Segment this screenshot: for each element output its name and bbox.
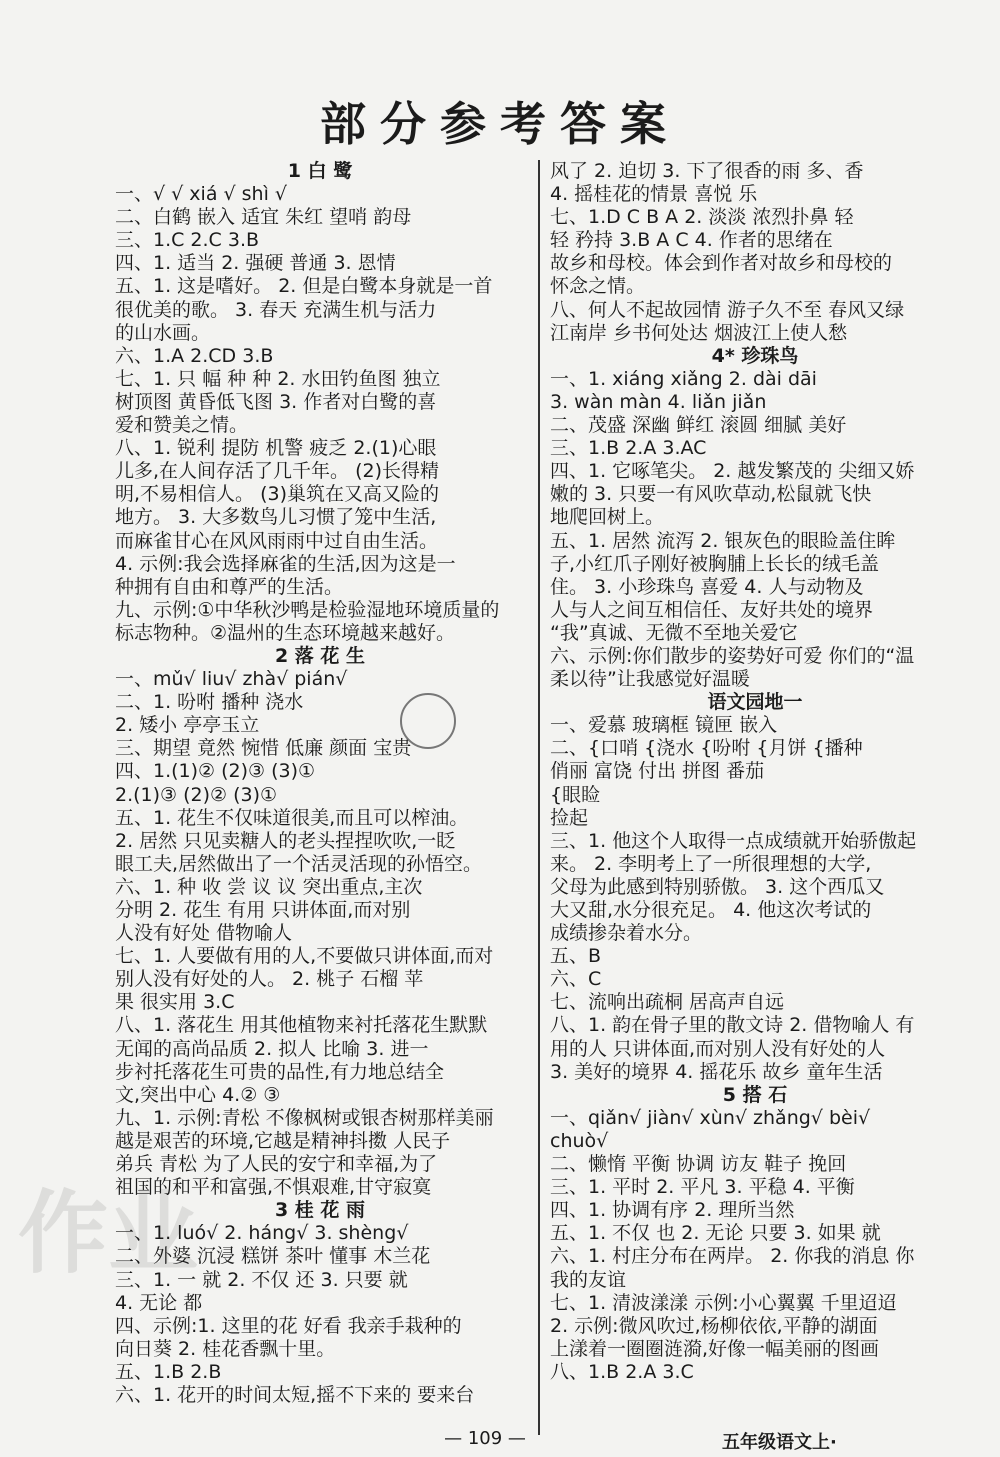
answer-line: 来。 2. 李明考上了一所很理想的大学, [550, 852, 872, 875]
answer-line: 二、懒惰 平衡 协调 访友 鞋子 挽回 [550, 1153, 847, 1176]
answer-line: 4. 无论 都 [115, 1291, 203, 1314]
answer-line: 一、1. xiáng xiǎng 2. dài dāi [550, 367, 817, 390]
answer-line: 的山水画。 [115, 321, 211, 344]
answer-line: 一、爱慕 玻璃框 镜匣 嵌入 [550, 714, 778, 737]
answer-line: 2. 矮小 亭亭玉立 [115, 714, 260, 737]
page-number: — 109 — [444, 1428, 526, 1449]
answer-line: 一、√ √ xiá √ shì √ [115, 183, 288, 206]
answer-line: 五、1. 这是嗜好。 2. 但是白鹭本身就是一首 [115, 275, 493, 298]
answer-line: 大又甜,水分很充足。 4. 他这次考试的 [550, 899, 872, 921]
answer-line: 七、1.D C B A 2. 淡淡 浓烈扑鼻 轻 [550, 206, 854, 229]
watermark-text: 业 [108, 1181, 198, 1286]
answer-line: 我的友谊 [550, 1268, 627, 1291]
answer-line: 八、1. 锐利 提防 机警 疲乏 2.(1)心眼 [115, 437, 437, 460]
answer-line: 四、1. 它啄笔尖。 2. 越发繁茂的 尖细又娇 [550, 460, 915, 483]
answer-line: 儿多,在人间存活了几千年。 (2)长得精 [115, 460, 439, 483]
answer-line: 二、{口哨 {浇水 {吩咐 {月饼 {播种 [550, 737, 863, 760]
answer-line: 五、B [550, 945, 602, 968]
answer-line: 果 很实用 3.C [115, 991, 235, 1014]
answer-line: 种拥有自由和尊严的生活。 [115, 575, 344, 598]
answer-line: 2. 居然 只见卖糖人的老头捏捏吹吹,一眨 [115, 829, 456, 852]
answer-line: 越是艰苦的环境,它越是精神抖擞 人民子 [115, 1129, 451, 1152]
answer-line: 4. 示例:我会选择麻雀的生活,因为这是一 [115, 552, 456, 575]
answer-line: 地方。 3. 大多数鸟儿习惯了笼中生活, [115, 506, 437, 529]
answer-line: 五、1. 不仅 也 2. 无论 只要 3. 如果 就 [550, 1222, 881, 1245]
answer-line: 轻 矜持 3.B A C 4. 作者的思绪在 [550, 229, 833, 252]
answer-line: 四、1.(1)② (2)③ (3)① [115, 760, 316, 783]
answer-line: 七、1. 清波漾漾 示例:小心翼翼 千里迢迢 [550, 1291, 897, 1314]
answer-line: 七、1. 只 幅 种 种 2. 水田钓鱼图 独立 [115, 367, 441, 390]
answer-line: 二、1. 吩咐 播种 浇水 [115, 691, 304, 714]
answer-line: 子,小红爪子刚好被胸脯上长长的绒毛盖 [550, 552, 880, 575]
answer-line: 住。 3. 小珍珠鸟 喜爱 4. 人与动物及 [550, 575, 864, 598]
answer-line: 弟兵 青松 为了人民的安宁和幸福,为了 [115, 1153, 438, 1176]
answer-line: 捡起 [550, 806, 589, 829]
section-heading: 1 白 鹭 [287, 160, 353, 182]
section-heading: 语文园地一 [707, 691, 803, 714]
answer-line: 用的人 只讲体面,而对别人没有好处的人 [550, 1037, 886, 1060]
answer-line: 一、mǔ√ liu√ zhà√ pián√ [115, 668, 348, 691]
answer-line: 四、示例:1. 这里的花 好看 我亲手栽种的 [115, 1314, 462, 1337]
answer-line: 二、白鹤 嵌入 适宜 朱红 望哨 韵母 [115, 206, 412, 229]
answer-line: 人没有好处 借物喻人 [115, 922, 293, 945]
answer-line: 六、1. 种 收 尝 议 议 突出重点,主次 [115, 875, 423, 898]
answer-line: 三、1. 平时 2. 平凡 3. 平稳 4. 平衡 [550, 1176, 855, 1199]
answer-line: 别人没有好处的人。 2. 桃子 石榴 苹 [115, 968, 424, 991]
answer-line: 九、1. 示例:青松 不像枫树或银杏树那样美丽 [115, 1106, 494, 1129]
answer-line: 文,突出中心 4.② ③ [115, 1083, 281, 1106]
answer-line: 六、1.A 2.CD 3.B [115, 344, 274, 367]
answer-line: 祖国的和平和富强,不惧艰难,甘守寂寞 [115, 1176, 432, 1199]
answer-line: 爱和赞美之情。 [115, 414, 249, 437]
answer-line: 标志物种。②温州的生态环境越来越好。 [115, 621, 456, 644]
answer-line: 向日葵 2. 桂花香飘十里。 [115, 1337, 336, 1360]
answer-line: 柔以待”让我感觉好温暖 [550, 668, 750, 691]
answer-line: 二、茂盛 深幽 鲜红 滚圆 细腻 美好 [550, 414, 847, 437]
answer-line: 八、何人不起故园情 游子久不至 春风又绿 [550, 298, 905, 321]
answer-line: 风了 2. 迫切 3. 下了很香的雨 多、香 [550, 160, 864, 182]
answer-line: 五、1.B 2.B [115, 1360, 222, 1383]
answer-line: 明,不易相信人。 (3)巢筑在又高又险的 [115, 483, 439, 506]
answer-line: 而麻雀甘心在风风雨雨中过自由生活。 [115, 529, 439, 552]
answer-line: 很优美的歌。 3. 春天 充满生机与活力 [115, 298, 437, 321]
answer-line: 人与人之间互相信任、友好共处的境界 [550, 598, 874, 621]
answer-line: 江南岸 乡书何处达 烟波江上使人愁 [550, 321, 848, 344]
answer-line: 怀念之情。 [550, 275, 646, 298]
answer-line: 八、1.B 2.A 3.C [550, 1360, 694, 1383]
answer-line: 三、1.B 2.A 3.AC [550, 437, 707, 460]
answer-line: 分明 2. 花生 有用 只讲体面,而对别 [115, 899, 411, 921]
answer-line: 上漾着一圈圈涟漪,好像一幅美丽的图画 [550, 1337, 880, 1360]
answer-line: 树顶图 黄昏低飞图 3. 作者对白鹭的喜 [115, 390, 437, 413]
answer-line: chuò√ [550, 1129, 609, 1152]
answer-line: 地爬回树上。 [550, 506, 665, 529]
answer-line: 成绩掺杂着水分。 [550, 922, 703, 945]
answer-line: 七、1. 人要做有用的人,不要做只讲体面,而对 [115, 945, 494, 968]
answer-line: 六、1. 村庄分布在两岸。 2. 你我的消息 你 [550, 1245, 915, 1268]
right-column [550, 160, 960, 1384]
answer-line: 无闻的高尚品质 2. 拟人 比喻 3. 进一 [115, 1037, 429, 1060]
answer-line: 六、1. 花开的时间太短,摇不下来的 要来台 [115, 1383, 475, 1406]
page-title: 部分参考答案 [320, 97, 680, 151]
answer-line: 三、1.C 2.C 3.B [115, 229, 260, 252]
answer-line: 父母为此感到特别骄傲。 3. 这个西瓜又 [550, 875, 885, 898]
answer-line: 故乡和母校。体会到作者对故乡和母校的 [550, 252, 893, 275]
answer-line: 九、示例:①中华秋沙鸭是检验湿地环境质量的 [115, 598, 500, 621]
column-divider [538, 160, 540, 1435]
answer-line: 4. 摇桂花的情景 喜悦 乐 [550, 183, 758, 206]
answer-line: {眼睑 [550, 783, 601, 806]
book-grade-label: 五年级语文上· [722, 1432, 837, 1453]
answer-line: 步衬托落花生可贵的品性,有力地总结全 [115, 1060, 445, 1083]
answer-line: 七、流响出疏桐 居高声自远 [550, 991, 785, 1014]
answer-line: 三、期望 竟然 惋惜 低廉 颜面 宝贵 [115, 737, 412, 760]
answer-line: 2. 示例:微风吹过,杨柳依依,平静的湖面 [550, 1314, 878, 1337]
answer-line: 五、1. 居然 流泻 2. 银灰色的眼睑盖住眸 [550, 529, 896, 552]
answer-line: 四、1. 适当 2. 强硬 普通 3. 恩情 [115, 252, 396, 275]
section-heading: 5 搭 石 [722, 1083, 788, 1106]
answer-line: 3. wàn màn 4. liǎn jiǎn [550, 390, 767, 413]
answer-line: 一、1. luó√ 2. háng√ 3. shèng√ [115, 1222, 409, 1245]
answer-line: 嫩的 3. 只要一有风吹草动,松鼠就飞快 [550, 483, 872, 506]
answer-line: 俏丽 富饶 付出 拼图 番茄 [550, 760, 765, 783]
left-column [115, 160, 525, 1407]
answer-line: 二、外婆 沉浸 糕饼 茶叶 懂事 木兰花 [115, 1245, 431, 1268]
answer-line: 五、1. 花生不仅味道很美,而且可以榨油。 [115, 806, 469, 829]
answer-line: 八、1. 落花生 用其他植物来衬托落花生默默 [115, 1014, 488, 1037]
answer-line: 四、1. 协调有序 2. 理所当然 [550, 1199, 795, 1222]
answer-line: 六、C [550, 968, 602, 991]
answer-line: “我”真诚、无微不至地关爱它 [550, 621, 798, 644]
answer-line: 六、示例:你们散步的姿势好可爱 你们的“温 [550, 644, 915, 667]
answer-line: 一、qiǎn√ jiàn√ xùn√ zhǎng√ bèi√ [550, 1106, 871, 1129]
section-heading: 2 落 花 生 [274, 644, 366, 667]
answer-line: 3. 美好的境界 4. 摇花乐 故乡 童年生活 [550, 1060, 883, 1083]
answer-line: 眼工夫,居然做出了一个活灵活现的孙悟空。 [115, 852, 483, 875]
watermark-text: 作 [18, 1181, 108, 1286]
answer-line: 八、1. 韵在骨子里的散文诗 2. 借物喻人 有 [550, 1014, 915, 1037]
section-heading: 3 桂 花 雨 [274, 1199, 366, 1222]
section-heading: 4* 珍珠鸟 [711, 344, 799, 367]
answer-line: 2.(1)③ (2)② (3)① [115, 783, 278, 806]
answer-line: 三、1. 他这个人取得一点成绩就开始骄傲起 [550, 829, 917, 852]
answer-line: 三、1. 一 就 2. 不仅 还 3. 只要 就 [115, 1268, 408, 1291]
